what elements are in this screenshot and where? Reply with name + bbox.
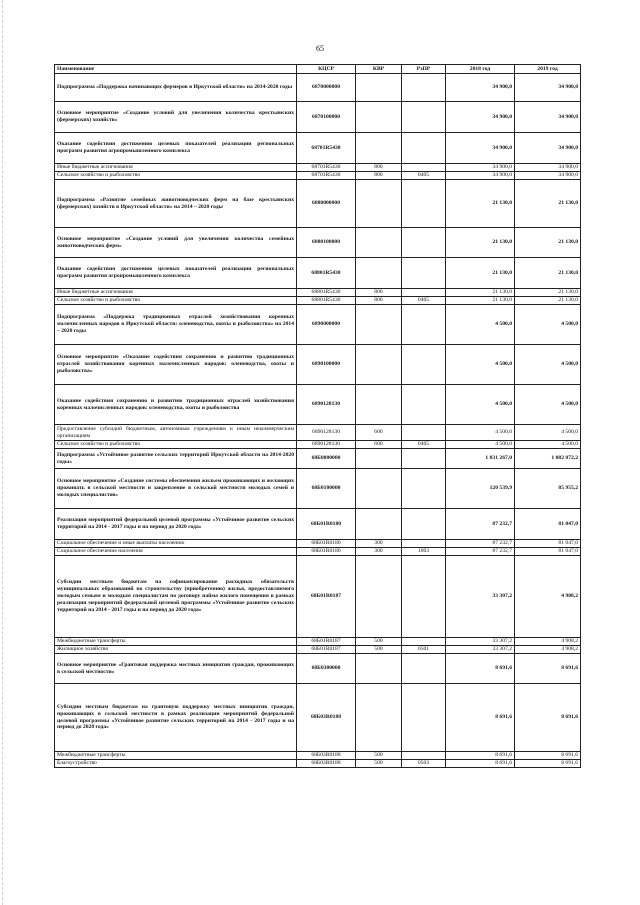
row-name: Социальное обеспечение и иные выплаты населению xyxy=(55,540,297,548)
row-rzpr xyxy=(402,449,446,469)
row-value-2019: 4 908,2 xyxy=(515,646,581,654)
row-code: 68Б0000000 xyxy=(297,449,356,469)
row-name: Основное мероприятие «Создание системы обеспечения жильем проживающих и желающих проживать в сельской местности и закрепление в сельской местности молодых семей и молодых специалистов» xyxy=(55,469,297,509)
row-rzpr xyxy=(402,556,446,638)
row-rzpr xyxy=(402,133,446,164)
row-rzpr xyxy=(402,385,446,425)
row-code: 68Б03R0188 xyxy=(297,684,356,752)
table-row xyxy=(55,289,581,297)
row-value-2018: 87 232,7 xyxy=(446,509,515,540)
row-rzpr xyxy=(402,425,446,441)
row-value-2019: 4 908,2 xyxy=(515,638,581,646)
row-rzpr xyxy=(402,228,446,258)
row-value-2018: 33 307,2 xyxy=(446,638,515,646)
row-value-2018: 21 130,0 xyxy=(446,228,515,258)
row-value-2019: 34 900,0 xyxy=(515,102,581,133)
row-code: 68801R5430 xyxy=(297,289,356,297)
row-code: 6890000000 xyxy=(297,305,356,345)
row-code: 68Б01R0187 xyxy=(297,556,356,638)
page-number: 65 xyxy=(316,44,324,53)
table-row xyxy=(55,305,581,345)
row-name: Основное мероприятие «Оказание содействия сохранению и развитию традиционных отраслей хозяйствования коренных малочисленных народов: оленеводства, охоты и рыболовства» xyxy=(55,345,297,385)
table-row xyxy=(55,297,581,305)
row-value-2018: 8 691,6 xyxy=(446,654,515,684)
row-code: 6880100000 xyxy=(297,228,356,258)
row-code: 68701R5430 xyxy=(297,172,356,180)
table-row xyxy=(55,646,581,654)
row-value-2018: 21 130,0 xyxy=(446,289,515,297)
table-row xyxy=(55,449,581,469)
row-kvr: 800 xyxy=(356,289,402,297)
row-rzpr xyxy=(402,305,446,345)
row-value-2019: 8 691,6 xyxy=(515,752,581,760)
row-code: 6880000000 xyxy=(297,180,356,228)
row-value-2018: 4 500,0 xyxy=(446,385,515,425)
row-value-2018: 21 130,0 xyxy=(446,297,515,305)
row-kvr: 500 xyxy=(356,760,402,768)
table-row xyxy=(55,654,581,684)
row-code: 6890100000 xyxy=(297,345,356,385)
row-name: Иные бюджетные ассигнования xyxy=(55,289,297,297)
row-kvr xyxy=(356,305,402,345)
row-value-2019: 4 500,0 xyxy=(515,385,581,425)
row-kvr xyxy=(356,102,402,133)
header-name: Наименование xyxy=(55,65,297,74)
row-rzpr xyxy=(402,102,446,133)
budget-table xyxy=(54,64,581,768)
table-row xyxy=(55,74,581,102)
row-value-2019: 4 500,0 xyxy=(515,425,581,441)
row-kvr xyxy=(356,385,402,425)
row-kvr: 800 xyxy=(356,297,402,305)
row-code: 68Б0300000 xyxy=(297,654,356,684)
row-kvr xyxy=(356,654,402,684)
table-row xyxy=(55,540,581,548)
row-value-2018: 1 031 267,0 xyxy=(446,449,515,469)
table-row xyxy=(55,180,581,228)
row-code: 68701R5430 xyxy=(297,164,356,172)
row-value-2018: 21 130,0 xyxy=(446,258,515,289)
row-rzpr: 0405 xyxy=(402,441,446,449)
table-row xyxy=(55,752,581,760)
table-row xyxy=(55,172,581,180)
row-code: 68Б01R0187 xyxy=(297,646,356,654)
row-code: 68701R5430 xyxy=(297,133,356,164)
row-name: Оказание содействия сохранению и развитию традиционных отраслей хозяйствования коренных малочисленных народов: оленеводства, охоты и рыболовства xyxy=(55,385,297,425)
row-name: Основное мероприятие «Создание условий для увеличения количества крестьянских (фермерских) хозяйств» xyxy=(55,102,297,133)
row-value-2018: 4 500,0 xyxy=(446,305,515,345)
table-row xyxy=(55,425,581,441)
row-name: Социальное обеспечение населения xyxy=(55,548,297,556)
table-row xyxy=(55,548,581,556)
row-value-2019: 81 047,0 xyxy=(515,509,581,540)
row-value-2018: 34 900,0 xyxy=(446,102,515,133)
row-value-2019: 34 900,0 xyxy=(515,172,581,180)
row-name: Сельское хозяйство и рыболовство xyxy=(55,441,297,449)
row-value-2018: 33 307,2 xyxy=(446,646,515,654)
row-rzpr xyxy=(402,540,446,548)
row-name: Благоустройство xyxy=(55,760,297,768)
row-code: 68Б03R0188 xyxy=(297,760,356,768)
row-value-2018: 4 500,0 xyxy=(446,425,515,441)
table-row xyxy=(55,258,581,289)
row-value-2018: 8 691,6 xyxy=(446,684,515,752)
row-value-2018: 87 232,7 xyxy=(446,540,515,548)
row-kvr xyxy=(356,180,402,228)
row-kvr: 500 xyxy=(356,752,402,760)
row-rzpr xyxy=(402,638,446,646)
row-name: Подпрограмма «Развитие семейных животноводческих ферм на базе крестьянских (фермерских) хозяйств в Иркутской области» на 2014 – 2020 годы xyxy=(55,180,297,228)
row-code: 6890128130 xyxy=(297,441,356,449)
row-rzpr: 0503 xyxy=(402,760,446,768)
row-value-2019: 21 130,0 xyxy=(515,297,581,305)
row-value-2019: 81 047,0 xyxy=(515,548,581,556)
row-name: Жилищное хозяйство xyxy=(55,646,297,654)
row-kvr: 600 xyxy=(356,425,402,441)
row-rzpr xyxy=(402,684,446,752)
row-rzpr xyxy=(402,258,446,289)
row-value-2018: 4 500,0 xyxy=(446,441,515,449)
header-2018: 2018 год xyxy=(446,65,515,74)
row-name: Межбюджетные трансферты xyxy=(55,638,297,646)
row-value-2019: 4 500,0 xyxy=(515,305,581,345)
table-row xyxy=(55,684,581,752)
row-name: Субсидии местным бюджетам на грантовую поддержку местных инициатив граждан, проживающих в сельской местности в рамках реализации мероприятий федеральной целевой программы «Устойчивое развитие сельских территорий на 2014 - 2017 годы и на период до 2020 года» xyxy=(55,684,297,752)
table-row xyxy=(55,164,581,172)
row-kvr: 500 xyxy=(356,646,402,654)
row-code: 6870100000 xyxy=(297,102,356,133)
header-kvr: КВР xyxy=(356,65,402,74)
row-kvr xyxy=(356,509,402,540)
row-name: Сельское хозяйство и рыболовство xyxy=(55,172,297,180)
row-kvr xyxy=(356,684,402,752)
row-rzpr xyxy=(402,180,446,228)
row-value-2019: 4 500,0 xyxy=(515,441,581,449)
row-value-2018: 4 500,0 xyxy=(446,345,515,385)
row-code: 68Б01R0180 xyxy=(297,548,356,556)
table-row xyxy=(55,441,581,449)
row-value-2018: 120 539,9 xyxy=(446,469,515,509)
table-row xyxy=(55,638,581,646)
row-rzpr xyxy=(402,509,446,540)
row-rzpr: 0405 xyxy=(402,297,446,305)
row-kvr xyxy=(356,258,402,289)
table-row xyxy=(55,469,581,509)
row-kvr xyxy=(356,449,402,469)
row-value-2019: 81 047,0 xyxy=(515,540,581,548)
row-name: Подпрограмма «Поддержка традиционных отраслей хозяйствования коренных малочисленных народов в Иркутской области: оленеводства, охоты и рыболовства» на 2014 – 2020 годы xyxy=(55,305,297,345)
row-code: 68801R5430 xyxy=(297,258,356,289)
row-code: 68Б01R0180 xyxy=(297,509,356,540)
row-value-2019: 21 130,0 xyxy=(515,228,581,258)
row-kvr: 300 xyxy=(356,548,402,556)
row-value-2019: 85 955,2 xyxy=(515,469,581,509)
row-value-2019: 34 900,0 xyxy=(515,164,581,172)
row-rzpr xyxy=(402,289,446,297)
row-value-2018: 34 900,0 xyxy=(446,164,515,172)
table-row xyxy=(55,760,581,768)
row-rzpr: 0501 xyxy=(402,646,446,654)
row-code: 68Б01R0180 xyxy=(297,540,356,548)
table-header-row xyxy=(55,65,581,74)
row-value-2019: 4 908,2 xyxy=(515,556,581,638)
row-name: Оказание содействия достижению целевых показателей реализации региональных программ развития агропромышленного комплекса xyxy=(55,258,297,289)
row-code: 6870000000 xyxy=(297,74,356,102)
row-value-2019: 21 130,0 xyxy=(515,258,581,289)
row-name: Субсидии местным бюджетам на софинансирование расходных обязательств муниципальных образований по строительству (приобретению) жилья, предоставляемого молодым семьям и молодым специалистам по договору найма жилого помещения в рамках реализации мероприятий федеральной целевой программы «Устойчивое развитие сельских территорий на 2014 - 2017 годы и на период до 2020 года» xyxy=(55,556,297,638)
row-value-2019: 21 130,0 xyxy=(515,180,581,228)
row-value-2018: 87 232,7 xyxy=(446,548,515,556)
row-kvr: 500 xyxy=(356,638,402,646)
table-row xyxy=(55,102,581,133)
row-kvr xyxy=(356,133,402,164)
row-rzpr xyxy=(402,74,446,102)
table-row xyxy=(55,133,581,164)
row-rzpr xyxy=(402,654,446,684)
row-rzpr xyxy=(402,345,446,385)
row-code: 68Б0100000 xyxy=(297,469,356,509)
scan-edge xyxy=(2,0,4,905)
row-kvr: 300 xyxy=(356,540,402,548)
row-code: 68801R5430 xyxy=(297,297,356,305)
row-value-2019: 8 691,6 xyxy=(515,760,581,768)
row-kvr xyxy=(356,469,402,509)
row-value-2019: 4 500,0 xyxy=(515,345,581,385)
row-code: 68Б03R0188 xyxy=(297,752,356,760)
row-name: Основное мероприятие «Создание условий для увеличения количества семейных животноводческих ферм» xyxy=(55,228,297,258)
row-name: Подпрограмма «Поддержка начинающих фермеров в Иркутской области» на 2014-2020 годы xyxy=(55,74,297,102)
row-value-2018: 8 691,6 xyxy=(446,752,515,760)
row-name: Оказание содействия достижению целевых показателей реализации региональных программ развития агропромышленного комплекса xyxy=(55,133,297,164)
table-row xyxy=(55,509,581,540)
row-kvr: 600 xyxy=(356,441,402,449)
row-kvr xyxy=(356,228,402,258)
row-name: Подпрограмма «Устойчивое развитие сельских территорий Иркутской области на 2014-2020 годы» xyxy=(55,449,297,469)
row-rzpr: 0405 xyxy=(402,172,446,180)
row-kvr: 800 xyxy=(356,172,402,180)
row-kvr xyxy=(356,556,402,638)
row-name: Реализация мероприятий федеральной целевой программы «Устойчивое развитие сельских территорий на 2014 - 2017 годы и на период до 2020 года» xyxy=(55,509,297,540)
header-2019: 2019 год xyxy=(515,65,581,74)
row-value-2018: 8 691,6 xyxy=(446,760,515,768)
row-value-2018: 21 130,0 xyxy=(446,180,515,228)
table-row xyxy=(55,345,581,385)
row-value-2018: 34 900,0 xyxy=(446,172,515,180)
row-rzpr xyxy=(402,469,446,509)
row-code: 6890128130 xyxy=(297,385,356,425)
row-code: 6890128130 xyxy=(297,425,356,441)
row-name: Межбюджетные трансферты xyxy=(55,752,297,760)
row-value-2018: 34 900,0 xyxy=(446,74,515,102)
row-name: Предоставление субсидий бюджетным, автономным учреждениям и иным некоммерческим организациям xyxy=(55,425,297,441)
row-kvr xyxy=(356,345,402,385)
row-value-2019: 8 691,6 xyxy=(515,684,581,752)
row-kvr xyxy=(356,74,402,102)
row-value-2018: 34 900,0 xyxy=(446,133,515,164)
header-code: КЦСР xyxy=(297,65,356,74)
table-body xyxy=(55,74,581,768)
row-value-2019: 8 691,6 xyxy=(515,654,581,684)
table-row xyxy=(55,385,581,425)
row-rzpr xyxy=(402,752,446,760)
row-rzpr: 1003 xyxy=(402,548,446,556)
row-value-2019: 1 082 072,2 xyxy=(515,449,581,469)
row-name: Сельское хозяйство и рыболовство xyxy=(55,297,297,305)
row-value-2019: 34 900,0 xyxy=(515,74,581,102)
table-row xyxy=(55,556,581,638)
row-value-2018: 33 307,2 xyxy=(446,556,515,638)
row-code: 68Б01R0187 xyxy=(297,638,356,646)
row-kvr: 800 xyxy=(356,164,402,172)
row-value-2019: 21 130,0 xyxy=(515,289,581,297)
row-name: Иные бюджетные ассигнования xyxy=(55,164,297,172)
row-value-2019: 34 900,0 xyxy=(515,133,581,164)
table-row xyxy=(55,228,581,258)
header-rzpr: РзПР xyxy=(402,65,446,74)
row-name: Основное мероприятие «Грантовая поддержка местных инициатив граждан, проживающих в сельской местности» xyxy=(55,654,297,684)
row-rzpr xyxy=(402,164,446,172)
